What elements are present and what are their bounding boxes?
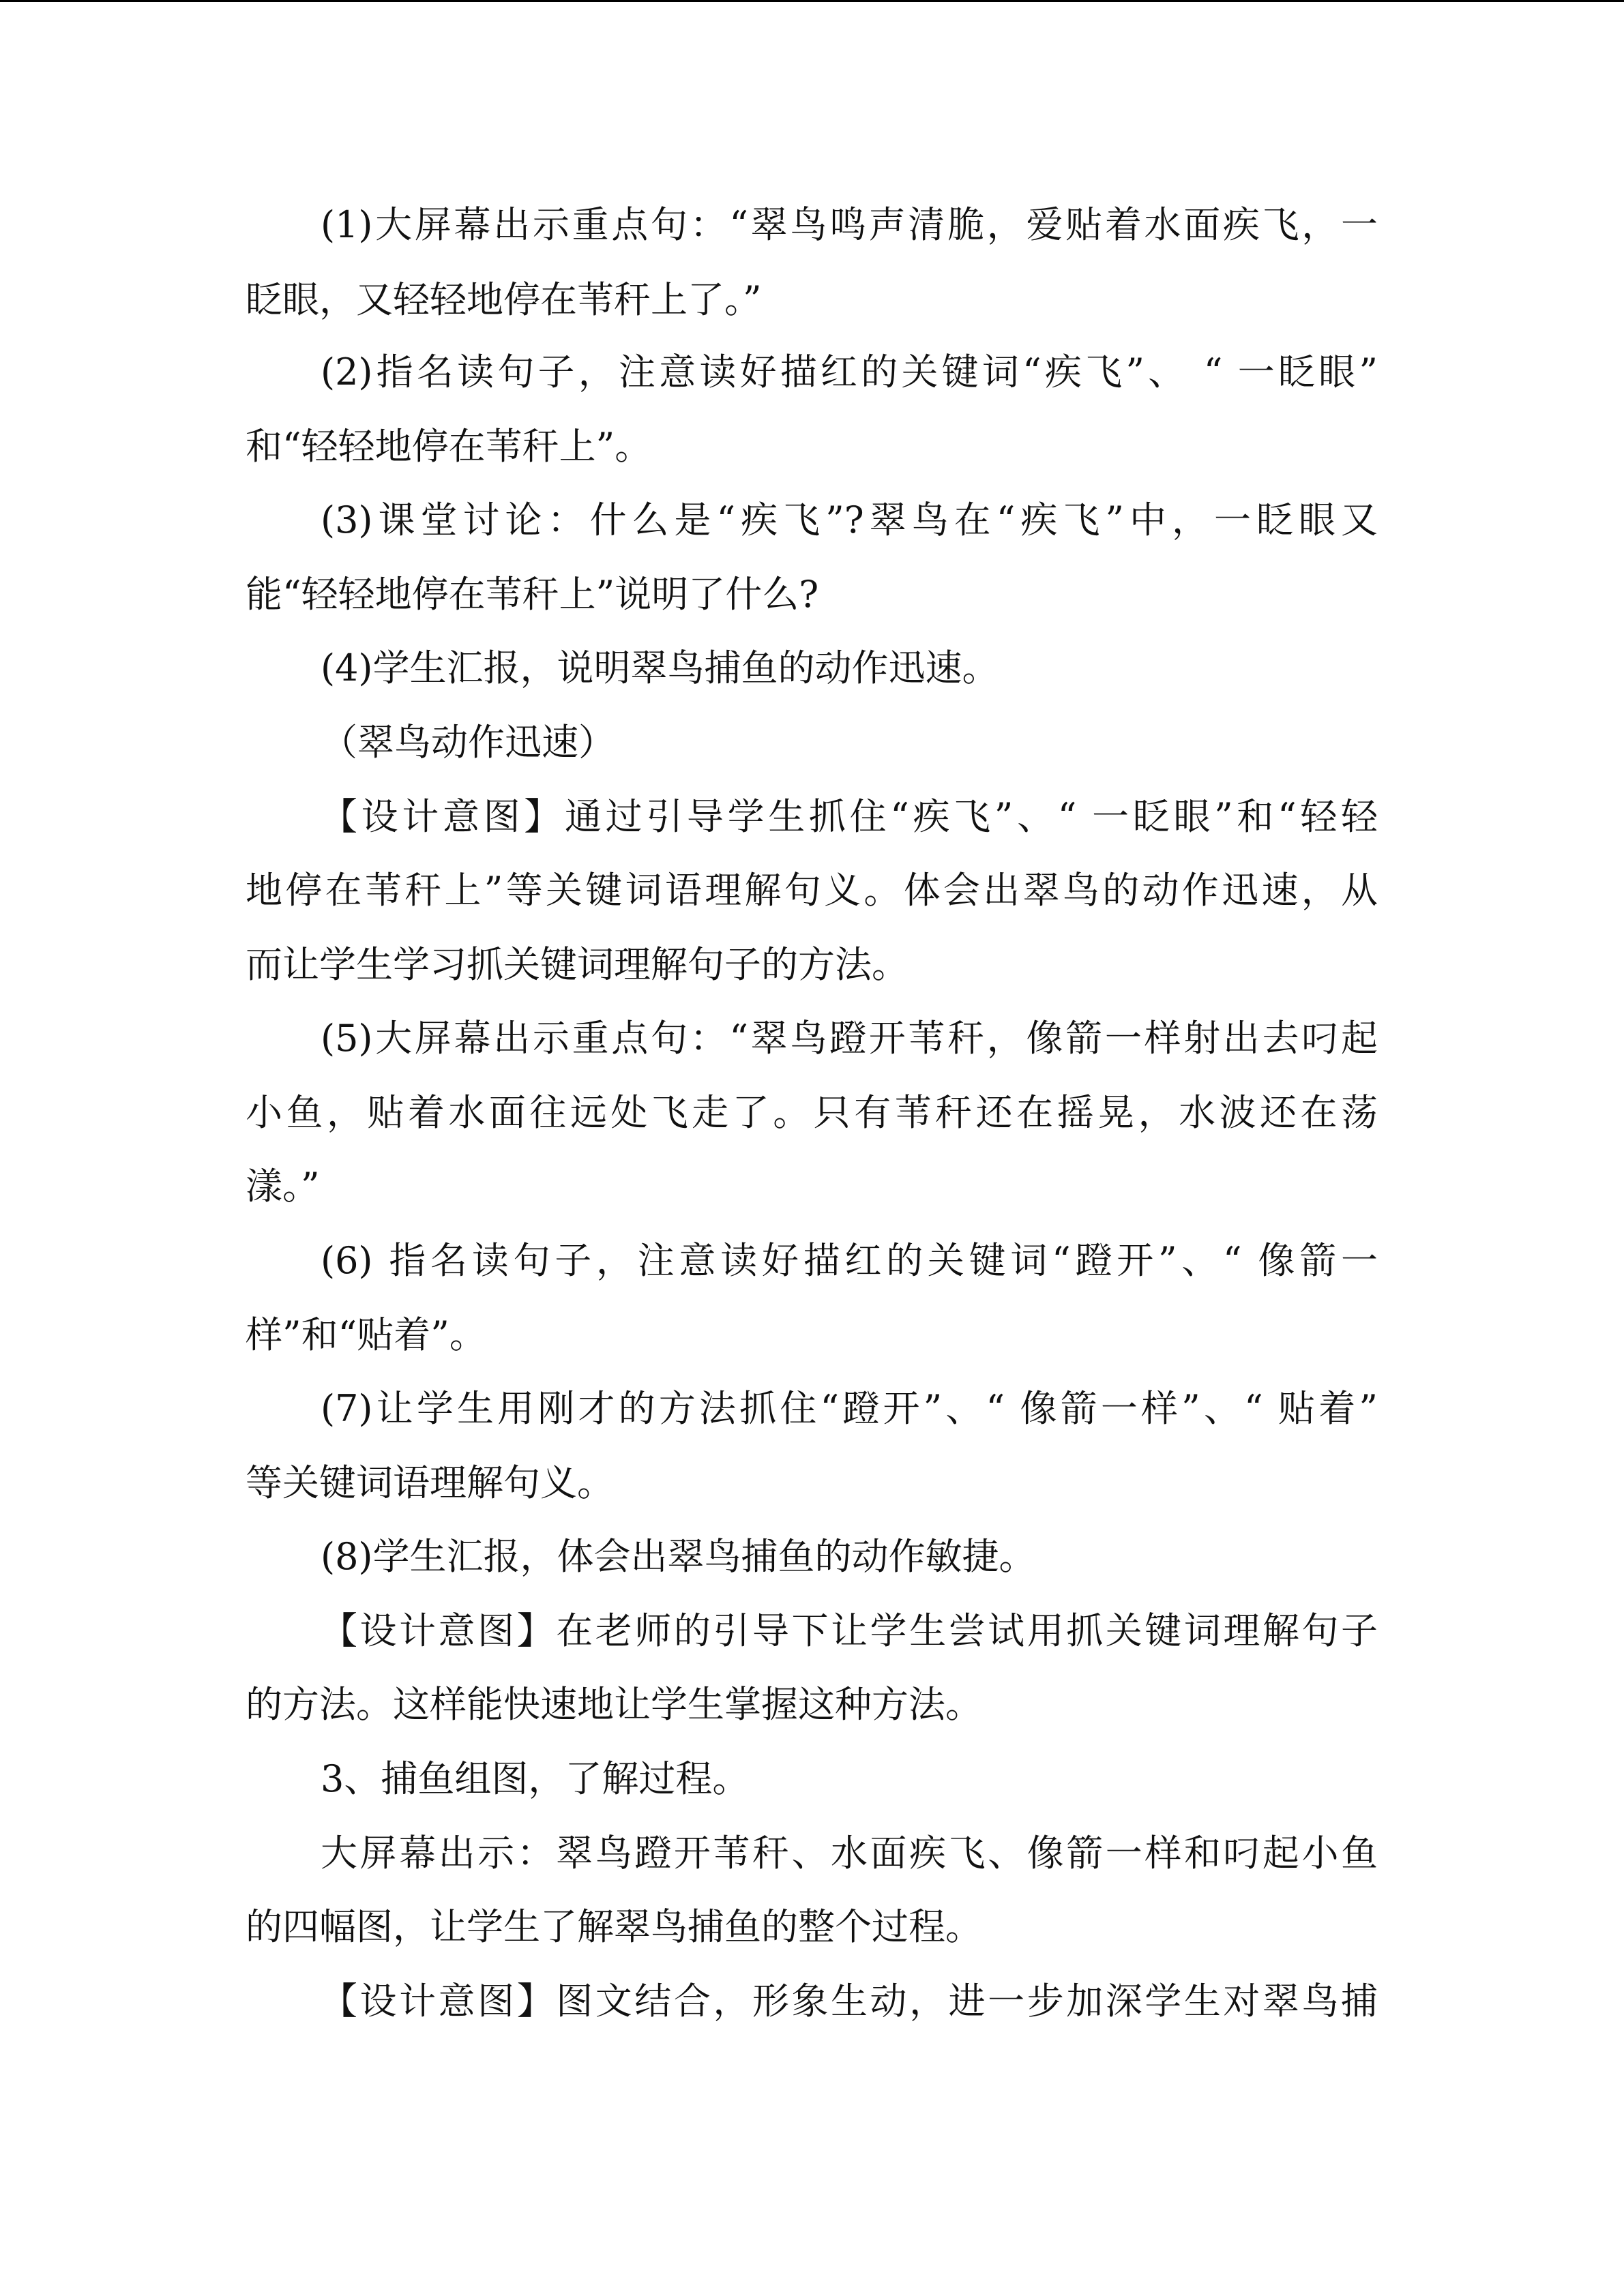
- paragraph-line: （翠鸟动作迅速）: [321, 721, 615, 764]
- paragraph-line: 【设计意图】在老师的引导下让学生尝试用抓关键词理解句子: [321, 1609, 1378, 1652]
- paragraph-line: 和“轻轻地停在苇秆上”。: [246, 425, 652, 468]
- paragraph-line: (6) 指名读句子，注意读好描红的关键词“蹬开”、“ 像箭一: [321, 1239, 1378, 1282]
- paragraph-line: (5)大屏幕出示重点句：“翠鸟蹬开苇秆，像箭一样射出去叼起: [321, 1017, 1378, 1060]
- paragraph-line: 样”和“贴着”。: [246, 1313, 486, 1356]
- paragraph-line: 【设计意图】图文结合，形象生动，进一步加深学生对翠鸟捕: [321, 1980, 1378, 2023]
- paragraph-line: 地停在苇秆上”等关键词语理解句义。体会出翠鸟的动作迅速，从: [246, 869, 1378, 912]
- paragraph-line: 的方法。这样能快速地让学生掌握这种方法。: [246, 1683, 982, 1726]
- paragraph-line: 3、捕鱼组图，了解过程。: [321, 1757, 750, 1800]
- paragraph-line: 能“轻轻地停在苇秆上”说明了什么?: [246, 573, 819, 616]
- paragraph-line: (8)学生汇报，体会出翠鸟捕鱼的动作敏捷。: [321, 1535, 1036, 1578]
- paragraph-line: (7)让学生用刚才的方法抓住“蹬开”、“ 像箭一样”、“ 贴着”: [321, 1387, 1378, 1430]
- paragraph-line: 的四幅图，让学生了解翠鸟捕鱼的整个过程。: [246, 1905, 982, 1948]
- paragraph-line: 漾。”: [246, 1165, 320, 1208]
- paragraph-line: (3)课堂讨论：什么是“疾飞”?翠鸟在“疾飞”中，一眨眼又: [321, 498, 1378, 541]
- paragraph-line: 眨眼，又轻轻地停在苇秆上了。”: [246, 278, 762, 321]
- paragraph-line: (4)学生汇报，说明翠鸟捕鱼的动作迅速。: [321, 646, 999, 689]
- paragraph-line: 而让学生学习抓关键词理解句子的方法。: [246, 943, 909, 986]
- paragraph-line: (2)指名读句子，注意读好描红的关键词“疾飞”、 “ 一眨眼”: [321, 351, 1378, 393]
- paragraph-line: 等关键词语理解句义。: [246, 1461, 614, 1504]
- paragraph-line: (1)大屏幕出示重点句：“翠鸟鸣声清脆，爱贴着水面疾飞，一: [321, 203, 1378, 246]
- paragraph-line: 小鱼，贴着水面往远处飞走了。只有苇秆还在摇晃，水波还在荡: [246, 1091, 1378, 1134]
- paragraph-line: 【设计意图】通过引导学生抓住“疾飞”、“ 一眨眼”和“轻轻: [321, 795, 1378, 838]
- paragraph-line: 大屏幕出示：翠鸟蹬开苇秆、水面疾飞、像箭一样和叼起小鱼: [321, 1832, 1378, 1875]
